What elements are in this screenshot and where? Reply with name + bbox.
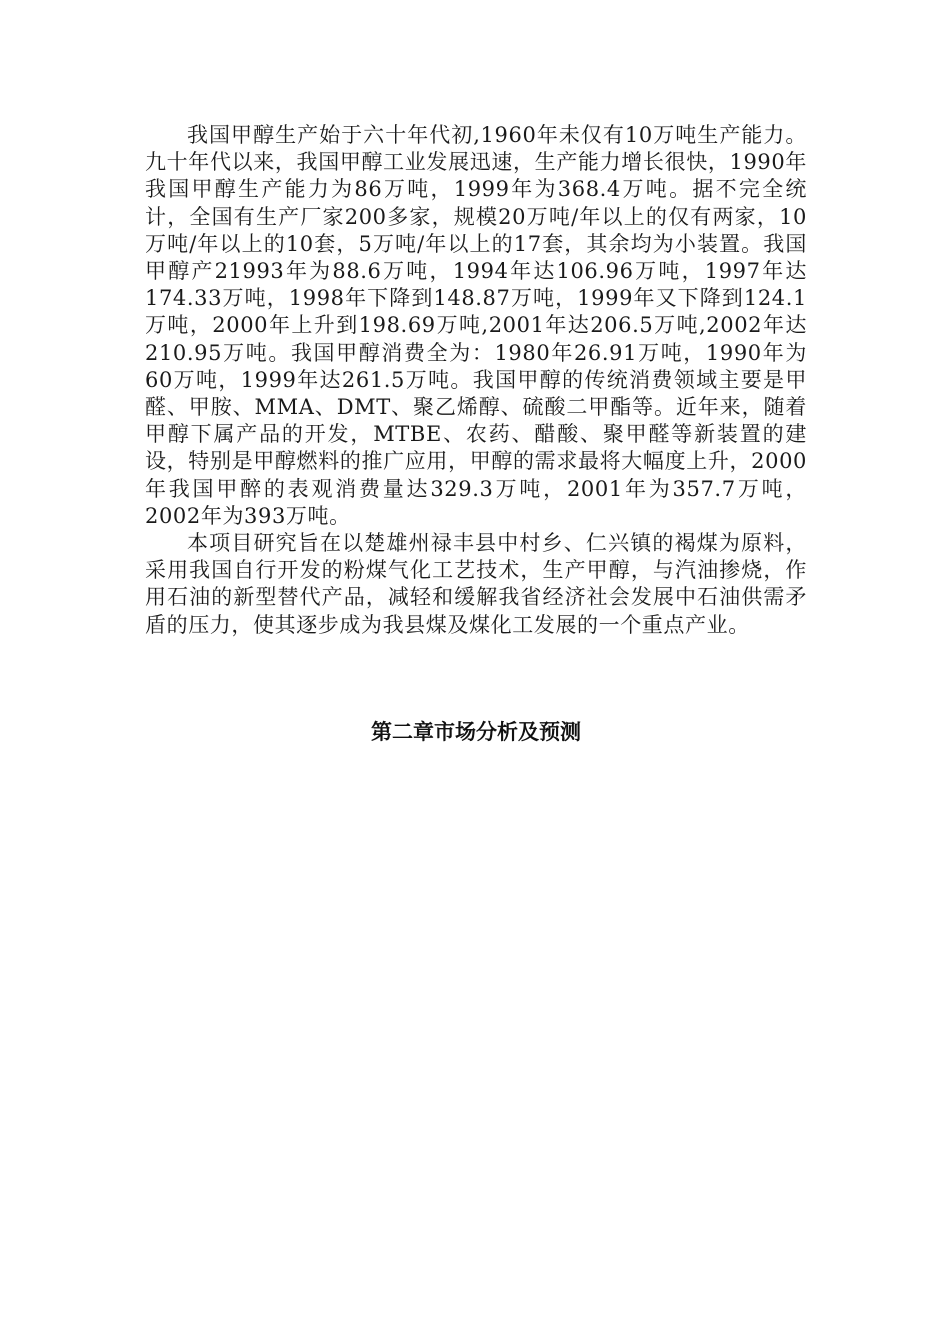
chapter-heading: 第二章市场分析及预测 [371,720,581,744]
paragraph-project-purpose: 本项目研究旨在以楚雄州禄丰县中村乡、仁兴镇的褐煤为原料，采用我国自行开发的粉煤气化工艺技术，生产甲醇，与汽油掺烧，作用石油的新型替代产品，减轻和缓解我省经济社会发展中石油供需矛盾的压力，使其逐步成为我县煤及煤化工发展的一个重点产业。 [145,531,807,637]
body-text [145,122,807,639]
paragraph-methanol-history: 我国甲醇生产始于六十年代初,1960年未仅有10万吨生产能力。九十年代以来，我国甲醇工业发展迅速，生产能力增长很快，1990年我国甲醇生产能力为86万吨，1999年为368.4万吨。据不完全统计，全国有生产厂家200多家，规模20万吨/年以上的仅有两家，10万吨/年以上的10套，5万吨/年以上的17套，其余均为小装置。我国甲醇产21993年为88.6万吨，1994年达106.96万吨，1997年达174.33万吨，1998年下降到148.87万吨，1999年又下降到124.1万吨，2000年上升到198.69万吨,2001年达206.5万吨,2002年达210.95万吨。我国甲醇消费全为：1980年26.91万吨，1990年为60万吨，1999年达261.5万吨。我国甲醇的传统消费领域主要是甲醛、甲胺、MMA、DMT、聚乙烯醇、硫酸二甲酯等。近年来，随着甲醇下属产品的开发，MTBE、农药、醋酸、聚甲醛等新装置的建设，特别是甲醇燃料的推广应用，甲醇的需求最将大幅度上升，2000年我国甲醉的表观消费量达329.3万吨，2001年为357.7万吨，2002年为393万吨。 [145,123,807,528]
